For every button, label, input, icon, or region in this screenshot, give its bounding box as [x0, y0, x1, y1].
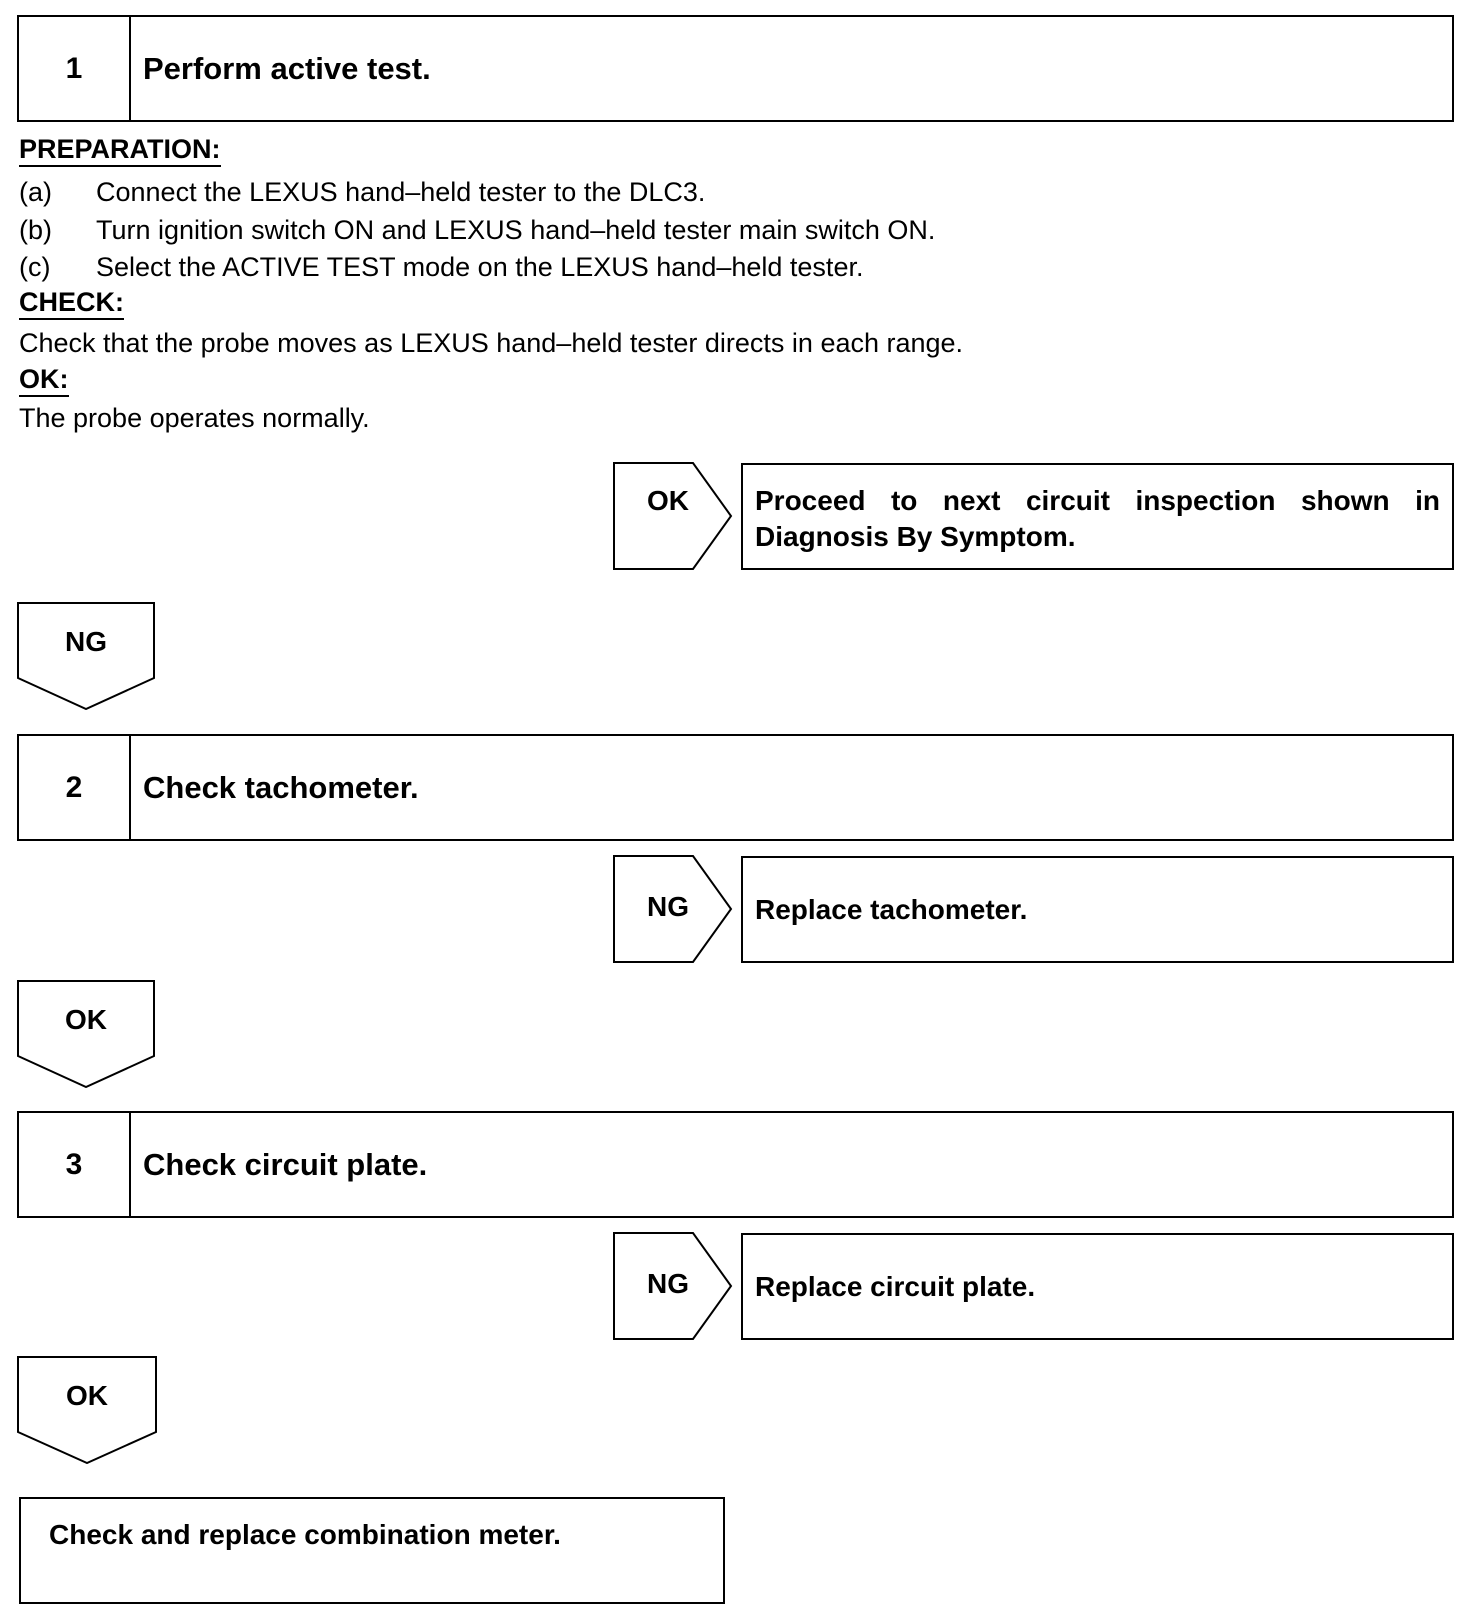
check-heading: CHECK:: [19, 287, 124, 320]
result-label: OK: [647, 485, 689, 516]
preparation-heading: PREPARATION:: [19, 134, 221, 167]
ok-text: The probe operates normally.: [19, 403, 370, 433]
ok-heading: OK:: [19, 364, 69, 397]
prep-item-text: Connect the LEXUS hand–held tester to the DLC3.: [96, 177, 706, 207]
step-number: 2: [19, 736, 131, 839]
prep-item-text: Turn ignition switch ON and LEXUS hand–held tester main switch ON.: [96, 215, 936, 245]
result-label: NG: [647, 891, 689, 922]
final-action-box: Check and replace combination meter.: [19, 1497, 725, 1604]
check-text: Check that the probe moves as LEXUS hand–held tester directs in each range.: [19, 328, 964, 358]
step-1-header: [17, 15, 1454, 122]
step-title: Check circuit plate.: [143, 1146, 428, 1182]
result-label: NG: [647, 1268, 689, 1299]
prep-item-text: Select the ACTIVE TEST mode on the LEXUS hand–held tester.: [96, 252, 864, 282]
step-title: Check tachometer.: [143, 769, 419, 805]
action-box-replace-tachometer: Replace tachometer.: [741, 856, 1454, 963]
action-box-proceed: Proceed to next circuit inspection shown in Diagnosis By Symptom.: [741, 463, 1454, 570]
prep-item-letter: (b): [19, 215, 52, 245]
step-number: 3: [19, 1113, 131, 1216]
action-box-replace-circuit-plate: Replace circuit plate.: [741, 1233, 1454, 1340]
flow-label: OK: [65, 1004, 107, 1035]
prep-item-letter: (c): [19, 252, 51, 282]
prep-item-letter: (a): [19, 177, 52, 207]
step-3-header: [17, 1111, 1454, 1218]
step-title: Perform active test.: [143, 50, 431, 86]
flow-label: OK: [66, 1380, 108, 1411]
step-number: 1: [19, 17, 131, 120]
flow-label: NG: [65, 626, 107, 657]
step-2-header: [17, 734, 1454, 841]
